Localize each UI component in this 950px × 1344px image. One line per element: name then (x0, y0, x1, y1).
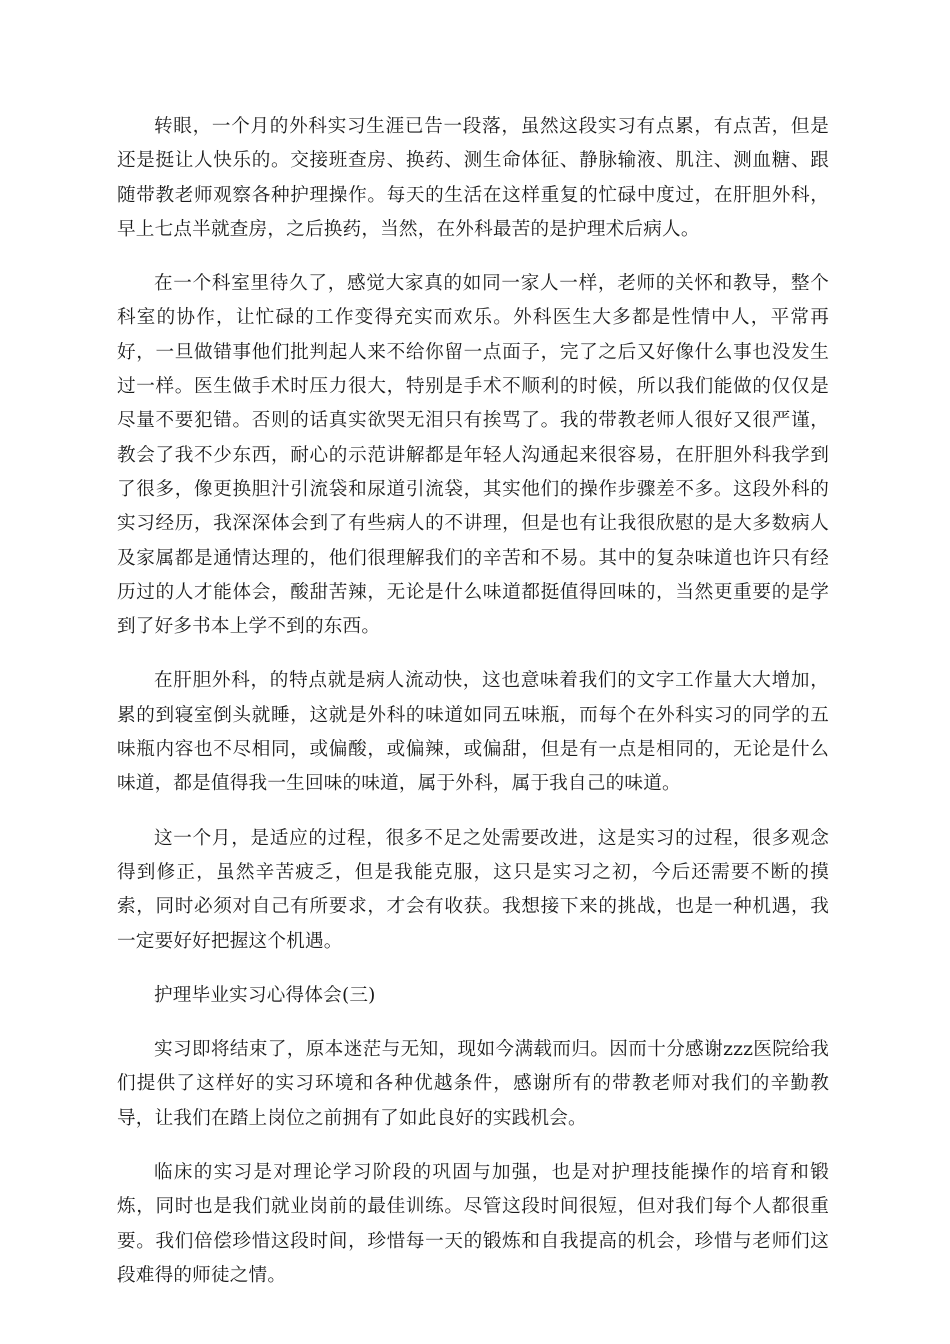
document-page (117, 110, 829, 1313)
paragraph: 转眼，一个月的外科实习生涯已告一段落，虽然这段实习有点累，有点苦，但是还是挺让人快乐的。交接班查房、换药、测生命体征、静脉输液、肌注、测血糖、跟随带教老师观察各种护理操作。每天的生活在这样重复的忙碌中度过，在肝胆外科，早上七点半就查房，之后换药，当然，在外科最苦的是护理术后病人。 (117, 116, 829, 240)
section-heading: 护理毕业实习心得体会(三) (154, 984, 376, 1006)
paragraph: 临床的实习是对理论学习阶段的巩固与加强，也是对护理技能操作的培育和锻炼，同时也是我们就业岗前的最佳训练。尽管这段时间很短，但对我们每个人都很重要。我们倍偿珍惜这段时间，珍惜每一天的锻炼和自我提高的机会，珍惜与老师们这段难得的师徒之情。 (117, 1162, 829, 1286)
paragraph: 实习即将结束了，原本迷茫与无知，现如今满载而归。因而十分感谢zzz医院给我们提供了这样好的实习环境和各种优越条件，感谢所有的带教老师对我们的辛勤教导，让我们在踏上岗位之前拥有了如此良好的实践机会。 (117, 1039, 829, 1129)
paragraph: 这一个月，是适应的过程，很多不足之处需要改进，这是实习的过程，很多观念得到修正，虽然辛苦疲乏，但是我能克服，这只是实习之初，今后还需要不断的摸索，同时必须对自己有所要求，才会有收获。我想接下来的挑战，也是一种机遇，我一定要好好把握这个机遇。 (117, 827, 829, 952)
paragraph: 在一个科室里待久了，感觉大家真的如同一家人一样，老师的关怀和教导，整个科室的协作，让忙碌的工作变得充实而欢乐。外科医生大多都是性情中人，平常再好，一旦做错事他们批判起人来不给你留一点面子，完了之后又好像什么事也没发生过一样。医生做手术时压力很大，特别是手术不顺利的时候，所以我们能做的仅仅是尽量不要犯错。否则的话真实欲哭无泪只有挨骂了。我的带教老师人很好又很严谨，教会了我不少东西，耐心的示范讲解都是年轻人沟通起来很容易，在肝胆外科我学到了很多，像更换胆汁引流袋和尿道引流袋，其实他们的操作步骤差不多。这段外科的实习经历，我深深体会到了有些病人的不讲理，但是也有让我很欣慰的是大多数病人及家属都是通情达理的，他们很理解我们的辛苦和不易。其中的复杂味道也许只有经历过的人才能体会，酸甜苦辣，无论是什么味道都挺值得回味的，当然更重要的是学到了好多书本上学不到的东西。 (117, 273, 829, 638)
paragraph: 在肝胆外科，的特点就是病人流动快，这也意味着我们的文字工作量大大增加，累的到寝室倒头就睡，这就是外科的味道如同五味瓶，而每个在外科实习的同学的五味瓶内容也不尽相同，或偏酸，或偏辣，或偏甜，但是有一点是相同的，无论是什么味道，都是值得我一生回味的味道，属于外科，属于我自己的味道。 (117, 670, 829, 795)
